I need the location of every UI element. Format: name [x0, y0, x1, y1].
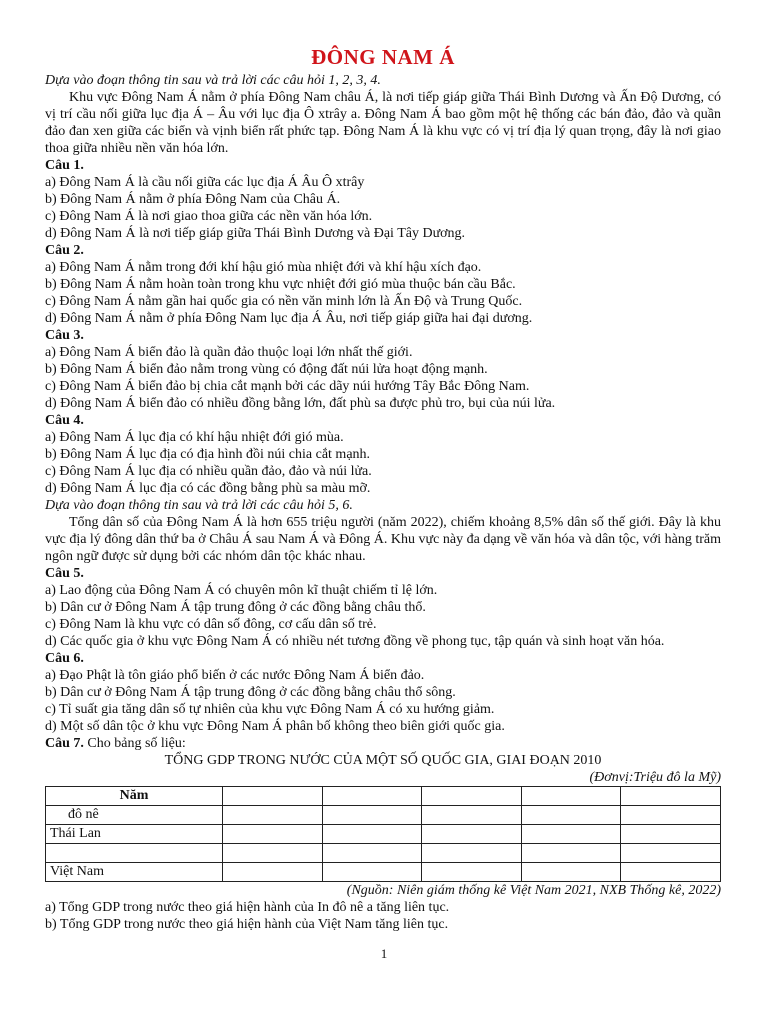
q6-option-a: a) Đạo Phật là tôn giáo phổ biến ở các nước Đông Nam Á biển đảo. [45, 668, 425, 683]
q2-option-c: c) Đông Nam Á nằm gần hai quốc gia có nền văn minh lớn là Ấn Độ và Trung Quốc. [45, 294, 523, 309]
table-cell [521, 787, 621, 806]
table-cell [422, 787, 522, 806]
table-cell [621, 844, 721, 863]
table-cell [322, 844, 422, 863]
q4-option-a: a) Đông Nam Á lục địa có khí hậu nhiệt đới gió mùa. [45, 430, 344, 445]
q5-option-a: a) Lao động của Đông Nam Á có chuyên môn kĩ thuật chiếm tỉ lệ lớn. [45, 583, 438, 598]
table-cell [521, 844, 621, 863]
q5-option-c: c) Đông Nam là khu vực có dân số đông, cơ cấu dân số trẻ. [45, 617, 377, 632]
table-cell [223, 825, 323, 844]
table-cell [223, 787, 323, 806]
q2-option-d: d) Đông Nam Á nằm ở phía Đông Nam lục địa Á Âu, nơi tiếp giáp giữa hai đại dương. [45, 311, 533, 326]
passage-1: Khu vực Đông Nam Á nằm ở phía Đông Nam châu Á, là nơi tiếp giáp giữa Thái Bình Dương và Ấn Độ Dương, có vị trí cầu nối giữa lục địa Á – Âu với lục địa Ô xtrây a. Đông Nam Á bao gồm một hệ thống các bán đảo, đảo và quần đảo đan xen giữa các biển và vịnh biển rất phức tạp. Đông Nam Á là khu vực có vị trí địa lý quan trọng, đây là nơi giao thoa giữa nhiều nền văn hóa lớn. [45, 90, 721, 156]
q5-option-b: b) Dân cư ở Đông Nam Á tập trung đông ở các đồng bằng châu thổ. [45, 600, 426, 615]
q1-option-b: b) Đông Nam Á nằm ở phía Đông Nam của Châu Á. [45, 192, 341, 207]
table-row [46, 863, 721, 882]
q1-option-a: a) Đông Nam Á là cầu nối giữa các lục địa Á Âu Ô xtrây [45, 175, 365, 190]
q3-option-b: b) Đông Nam Á biển đảo nằm trong vùng có động đất núi lửa hoạt động mạnh. [45, 362, 488, 377]
question-7-label: Câu 7. [45, 736, 84, 751]
question-5-label: Câu 5. [45, 566, 84, 581]
table-cell [521, 825, 621, 844]
table-cell [521, 863, 621, 882]
page-number: 1 [380, 946, 388, 961]
table-cell [223, 863, 323, 882]
table-cell [422, 844, 522, 863]
table-cell [422, 825, 522, 844]
table-row [46, 844, 721, 863]
passage-2: Tổng dân số của Đông Nam Á là hơn 655 triệu người (năm 2022), chiếm khoảng 8,5% dân số thế giới. Đây là khu vực địa lý đông dân thứ ba ở Châu Á sau Nam Á và Đông Á. Khu vực này đa dạng về văn hóa và dân tộc, với hàng trăm ngôn ngữ được sử dụng bởi các nhóm dân tộc khác nhau. [45, 515, 721, 564]
table-title: TỔNG GDP TRONG NƯỚC CỦA MỘT SỐ QUỐC GIA, GIAI ĐOẠN 2010 [164, 753, 602, 768]
document-title: ĐÔNG NAM Á [311, 45, 455, 69]
intro-2: Dựa vào đoạn thông tin sau và trả lời các câu hỏi 5, 6. [45, 498, 353, 513]
q4-option-d: d) Đông Nam Á lục địa có các đồng bằng phù sa màu mỡ. [45, 481, 371, 496]
table-unit: (Đơnvị:Triệu đô la Mỹ) [589, 770, 721, 785]
q3-option-d: d) Đông Nam Á biển đảo có nhiều đồng bằng lớn, đất phù sa được phủ tro, bụi của núi lửa. [45, 396, 556, 411]
q1-option-d: d) Đông Nam Á là nơi tiếp giáp giữa Thái Bình Dương và Đại Tây Dương. [45, 226, 466, 241]
table-row-label: đô nê [46, 806, 223, 825]
table-row-label: Thái Lan [46, 825, 223, 844]
table-cell [621, 806, 721, 825]
question-3-label: Câu 3. [45, 328, 84, 343]
q2-option-a: a) Đông Nam Á nằm trong đới khí hậu gió mùa nhiệt đới và khí hậu xích đạo. [45, 260, 482, 275]
q7-option-a: a) Tổng GDP trong nước theo giá hiện hành của In đô nê a tăng liên tục. [45, 900, 450, 915]
table-cell [223, 844, 323, 863]
table-cell [322, 806, 422, 825]
table-cell [322, 825, 422, 844]
question-7 [45, 735, 721, 752]
gdp-table [45, 786, 721, 882]
table-cell [322, 863, 422, 882]
table-row-label: Việt Nam [46, 863, 223, 882]
q6-option-b: b) Dân cư ở Đông Nam Á tập trung đông ở các đồng bằng châu thổ sông. [45, 685, 456, 700]
table-cell [322, 787, 422, 806]
q3-option-a: a) Đông Nam Á biển đảo là quần đảo thuộc loại lớn nhất thế giới. [45, 345, 413, 360]
q4-option-c: c) Đông Nam Á lục địa có nhiều quần đảo, đảo và núi lửa. [45, 464, 372, 479]
table-cell [521, 806, 621, 825]
q5-option-d: d) Các quốc gia ở khu vực Đông Nam Á có nhiều nét tương đồng về phong tục, tập quán và sinh hoạt văn hóa. [45, 634, 665, 649]
question-2-label: Câu 2. [45, 243, 84, 258]
question-1-label: Câu 1. [45, 158, 84, 173]
table-row [46, 825, 721, 844]
table-cell [223, 806, 323, 825]
table-cell [422, 806, 522, 825]
table-row [46, 806, 721, 825]
table-cell [621, 863, 721, 882]
document-page [45, 44, 721, 933]
table-header-year: Năm [46, 787, 223, 806]
table-row-label [46, 844, 223, 863]
intro-1: Dựa vào đoạn thông tin sau và trả lời các câu hỏi 1, 2, 3, 4. [45, 73, 381, 88]
table-row [46, 787, 721, 806]
q1-option-c: c) Đông Nam Á là nơi giao thoa giữa các nền văn hóa lớn. [45, 209, 373, 224]
question-7-text: Cho bảng số liệu: [87, 736, 186, 751]
table-cell [621, 787, 721, 806]
q3-option-c: c) Đông Nam Á biển đảo bị chia cắt mạnh bởi các dãy núi hướng Tây Bắc Đông Nam. [45, 379, 530, 394]
q4-option-b: b) Đông Nam Á lục địa có địa hình đồi núi chia cắt mạnh. [45, 447, 371, 462]
table-cell [621, 825, 721, 844]
q7-option-b: b) Tổng GDP trong nước theo giá hiện hành của Việt Nam tăng liên tục. [45, 917, 449, 932]
table-cell [422, 863, 522, 882]
q2-option-b: b) Đông Nam Á nằm hoàn toàn trong khu vực nhiệt đới gió mùa thuộc bán cầu Bắc. [45, 277, 516, 292]
question-4-label: Câu 4. [45, 413, 84, 428]
table-source: (Nguồn: Niên giám thống kê Việt Nam 2021, NXB Thống kê, 2022) [346, 883, 721, 898]
question-6-label: Câu 6. [45, 651, 84, 666]
q6-option-d: d) Một số dân tộc ở khu vực Đông Nam Á phân bố không theo biên giới quốc gia. [45, 719, 505, 734]
q6-option-c: c) Tỉ suất gia tăng dân số tự nhiên của khu vực Đông Nam Á có xu hướng giảm. [45, 702, 495, 717]
